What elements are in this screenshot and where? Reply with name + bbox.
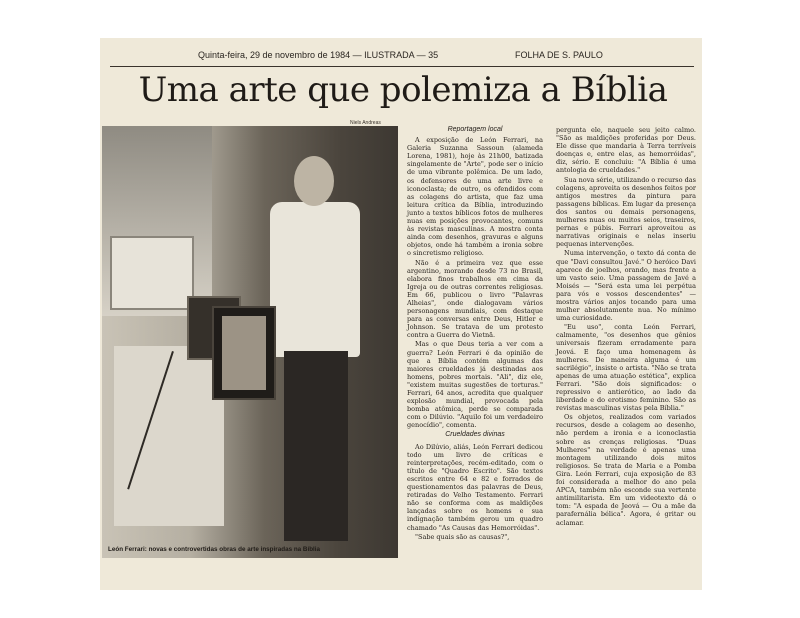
header-rule [110,66,694,67]
subhead: Crueldades divinas [445,431,505,439]
photo-caption: León Ferrari: novas e controvertidas obras de arte inspiradas na Bíblia [108,546,321,553]
photo-shirt [270,202,360,357]
page-header [120,50,700,64]
newspaper-clipping [100,38,702,590]
photo-board [114,346,224,526]
photo-artist-figure [262,156,377,551]
paragraph: pergunta ele, naquele seu jeito calmo. "São as maldições proferidas por Deus. Ele disse que mandaria à Terra terríveis doenças e, entre elas, as hemorróidas", diz, sério. E concluiu: "A Bíblia é uma antologia de crueldades." [556,126,696,175]
article-photo [102,126,398,558]
photo-credit: Niels Andreas [350,120,381,126]
paragraph: Sua nova série, utilizando o recurso das colagens, aproveita os desenhos feitos por antigos mestres da pintura para passagens bíblicas. Em lugar da presença dos santos ou demais personagens, mulheres nuas ou muitos seios, traseiros, pernas e púbis. Ferrari aproveitou as narrativas originais e nelas inseriu pequenas intervenções. [556,175,697,249]
headline: Uma arte que polemiza a Bíblia [138,70,668,110]
paragraph: "Sabe quais são as causas?", [415,532,510,541]
date-section-line: Quinta-feira, 29 de novembro de 1984 — ILUSTRADA — 35 [198,50,439,60]
paragraph: Mas o que Deus teria a ver com a guerra? León Ferrari é da opinião de que a Bíblia contém algumas das maiores crueldades já destinadas aos homens, pobres mortais. "Ali", diz ele, "existem muitas sugestões de torturas." Ferrari, 64 anos, acredita que qualquer explosão mundial, provocada pela bomba atômica, perde se comparada com o Dilúvio. "Aquilo foi um verdadeiro genocídio", comenta. [407,340,543,430]
photo-head [294,156,334,206]
paragraph: Numa intervenção, o texto dá conta de que "Davi consultou Javé." O heróico Davi aparece de joelhos, orando, mas frente a um vasto seio. Uma passagem de Javé a Moisés — "Será esta uma lei perpétua para vós e vossos descendentes" — mostra vários anjos tocando para uma mulher absolutamente nua. No mínimo uma curiosidade. [556,249,696,323]
article-column-2 [556,126,696,528]
photo-pants [284,351,348,541]
paragraph: Não é a primeira vez que esse argentino, morando desde 73 no Brasil, elabora finos trabalhos em cima da Igreja ou de outras correntes religiosas. Em 66, publicou o livro "Palavras Alheias", onde dialogavam vários personagens mundiais, com destaque para as conversas entre Deus, Hitler e Johnson. Se tratava de um protesto contra a Guerra do Vietnã. [407,258,543,340]
paragraph: Ao Dilúvio, aliás, León Ferrari dedicou todo um livro de críticas e reinterpretações, recém-editado, com o título de "Quadro Escrito". São textos escritos entre 64 e 82 e forrados de questionamentos das palavras de Deus, retiradas do Velho Testamento. Ferrari não se conforma com as maldições lançadas sobre os homens e sua indignação também gerou um quadro chamado "As Causas das Hemorróidas". [407,442,543,532]
paragraph: "Eu uso", conta León Ferrari, calmamente, "os desenhos que gênios universais fizeram erradamente para Jeová. E faço uma homenagem às mulheres. De maneira alguma é um sacrilégio", insiste o artista. "Não se trata apenas de uma atuação estética", explica Ferrari. "São dois significados: o repressivo e antierótico, ao lado da liberdade e do erotismo feminino. São as revistas masculinas vistas pela Bíblia." [556,323,696,413]
paragraph: A exposição de León Ferrari, na Galeria Suzanna Sassoun (alameda Lorena, 1981), hoje às 21h00, batizada singelamente de "Arte", pode ser o início de uma vibrante polêmica. De um lado, os defensores de uma arte livre e iconoclasta; de outro, os ofendidos com as colagens do artista, que faz uma leitura crítica da Bíblia, introduzindo junto a textos bíblicos fotos de mulheres nuas em posições provocantes, comuns às revistas masculinas. A mostra conta ainda com desenhos, gravuras e alguns objetos, onde há também a ironia sobre o sincretismo religioso. [407,136,543,258]
article-column-1 [407,126,543,542]
paragraph: Os objetos, realizados com variados recursos, desde a colagem ao desenho, não perdem a ironia e a iconoclastia sobre as crenças religiosas. "Duas Mulheres" na verdade é apenas uma montagem utilizando dois mitos religiosos. Se trata de Maria e a Pomba Gira. León Ferrari, cuja exposição de 83 foi considerada a melhor do ano pela APCA, também não esconde sua vertente antimilitarista. Em um videotexto dá o tom: "A espada de Jeová — Ou a mãe da parafernália bélica". Agora, é gritar ou aclamar. [556,413,696,527]
byline: Reportagem local [447,126,503,133]
newspaper-name: FOLHA DE S. PAULO [515,50,603,60]
photo-artwork-inner [222,316,266,390]
photo-window [110,236,194,310]
photo-held-artwork [212,306,276,400]
